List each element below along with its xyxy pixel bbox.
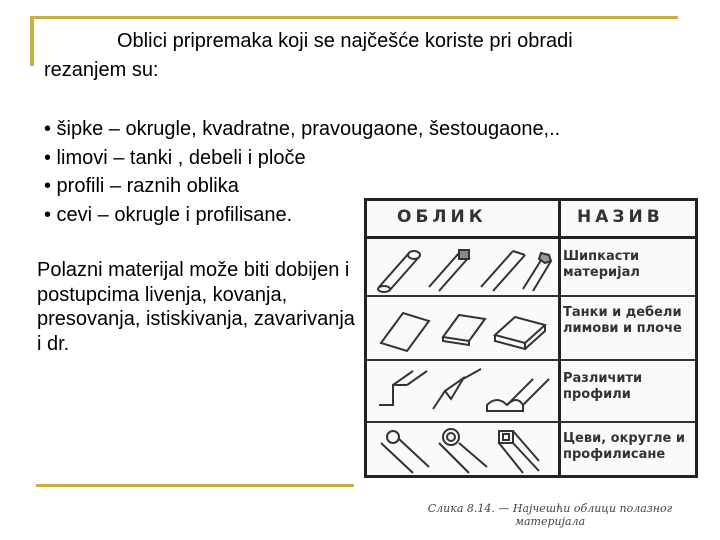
bottom-gold-rule [36,484,354,487]
bullet-item: • šipke – okrugle, kvadratne, pravougaone, šestougaone,.. [44,118,561,140]
sheet-plate-icon [373,303,553,357]
bullet-item: • limovi – tanki , debeli i ploče [44,146,306,169]
row-label: Шипкасти материјал [563,249,640,280]
material-forms-figure [364,198,698,478]
caption-line-1: Слика 8.14. — Најчешћи облици полазног [427,502,673,515]
name-column-header: НАЗИВ [577,207,664,227]
figure-row [367,297,695,361]
figure-row [367,361,695,423]
figure-row [367,423,695,481]
bar-stock-icon [373,243,553,293]
figure-header [367,201,695,239]
heading-line-2: rezanjem su: [44,59,159,81]
row-label: Танки и дебели лимови и плоче [563,305,682,336]
shape-column-header: ОБЛИК [397,207,487,227]
left-gold-rule [30,16,34,66]
bullet-item: • cevi – okrugle i profilisane. [44,203,293,226]
slide-heading [44,27,684,85]
caption-line-2: материјала [514,515,586,528]
top-gold-rule [30,16,678,19]
figure-caption [400,502,700,528]
profile-icon [373,365,553,419]
row-label: Цеви, округле и профилисане [563,431,685,462]
heading-line-1: Oblici pripremaka koji se najčešće koriste pri obradi [117,30,573,52]
bullet-item: • profili – raznih oblika [44,175,239,197]
row-label: Различити профили [563,371,643,402]
tube-icon [373,427,553,477]
starting-material-paragraph: Polazni materijal može biti dobijen i postupcima livenja, kovanja, presovanja, istiskivanja, zavarivanja i dr. [37,259,355,355]
figure-row [367,239,695,297]
